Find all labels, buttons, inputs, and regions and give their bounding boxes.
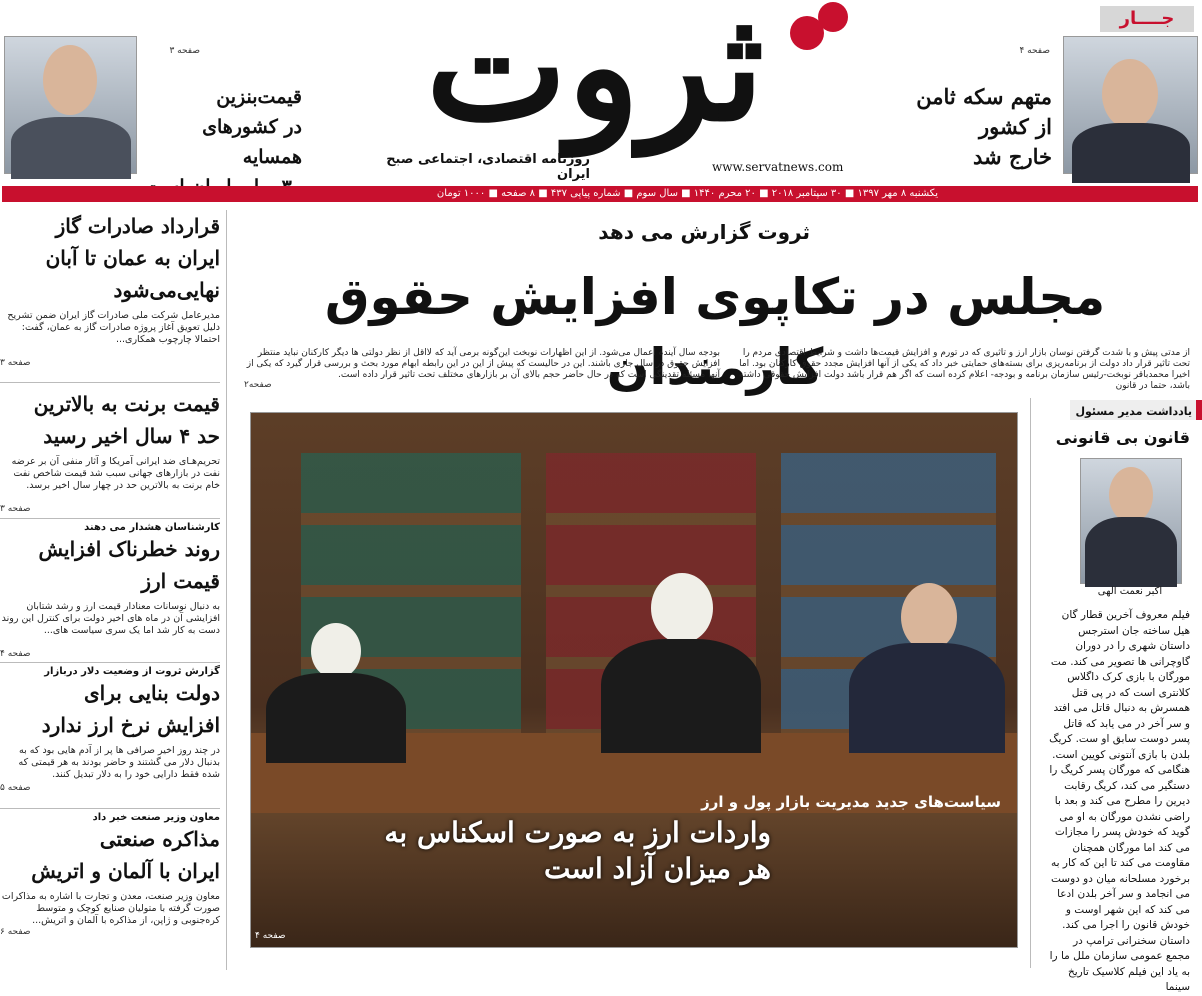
main-photo[interactable] — [250, 412, 1018, 948]
sidebar-page: صفحه ۴ — [0, 649, 31, 659]
masthead-subtitle: روزنامه اقتصادی، اجتماعی صبح ایران — [386, 152, 590, 182]
teaser-left-photo[interactable] — [4, 36, 137, 174]
sidebar-item[interactable] — [0, 666, 220, 806]
editorial-tag — [1070, 400, 1202, 420]
teaser-right-line: خارج شد — [972, 144, 1052, 169]
photo-kicker[interactable]: سیاست‌های جدید مدیریت بازار پول و ارز — [701, 793, 1001, 811]
editorial-title[interactable]: قانون بی قانونی — [1055, 428, 1190, 447]
lead-kicker[interactable]: ثروت گزارش می دهد — [598, 220, 810, 244]
sidebar-title-line: دولت بنایی برای — [84, 681, 220, 705]
lead-headline[interactable]: مجلس در تکاپوی افزایش حقوق کارمندان — [324, 268, 1106, 396]
sidebar-body: معاون وزیر صنعت، معدن و تجارت با اشاره به مذاکرات صورت گرفته با متولیان صنایع کوچک و متوسط کره‌جنوبی و ژاپن، از مذاکره با آلمان و اتریش... — [1, 891, 220, 926]
teaser-right-headline[interactable] — [900, 82, 1052, 172]
sidebar-page: صفحه ۳ — [0, 358, 31, 368]
portrait-body — [1072, 123, 1190, 183]
sidebar-kicker: گزارش ثروت از وضعیت دلار دربازار — [44, 666, 220, 677]
teaser-right-line: متهم سکه ثامن — [916, 84, 1052, 109]
sidebar-title-line: مذاکره صنعتی — [99, 827, 220, 851]
editorial-author: اکبر نعمت الهی — [1097, 586, 1163, 597]
badge: جــــار — [1100, 6, 1194, 32]
masthead-website[interactable]: www.servatnews.com — [712, 160, 844, 174]
person-right — [841, 583, 1011, 753]
sidebar-title — [0, 823, 220, 887]
photo-headline[interactable]: واردات ارز به صورت اسکناس به هر میزان آزاد است — [384, 816, 771, 885]
column-divider — [1030, 398, 1031, 968]
sidebar-item[interactable] — [0, 210, 220, 370]
sidebar-title-line: حد ۴ سال اخیر رسید — [43, 424, 220, 448]
lead-col2: بودجه سال آینده اعمال می‌شود. از این اظهارات نوبخت این‌گونه برمی آید که لااقل از نظر دولتی ها دیگر کارکنان نباید منتظر افزایش حقوق در سال جاری باشند. این در حالیست که پیش از این در این رابطه ابهام مورد بحث و بررسی قرار گیرد که یکی از آنها مسئله تقدینگی است که در حال حاضر حجم بالای آن بر بازارهای مختلف تحت تاثیر قرار داده است. — [246, 348, 720, 380]
teaser-right-photo[interactable] — [1063, 36, 1198, 174]
dateline-bar — [2, 186, 1198, 202]
sidebar-body: در چند روز اخیر صرافی ها پر از آدم هایی بود که به بدنبال دلار می گشتند و حاضر بودند به هر قیمتی که شده فقط دارایی خود را به دلار تبدیل کنند. — [18, 745, 220, 780]
teaser-left-line: قیمت‌بنزین — [216, 86, 302, 108]
sidebar-title-line: قیمت ارز — [141, 569, 220, 593]
sidebar-body: تحریم‌هـای ضد ایرانی آمریکا و آثار منفی آن بر عرضه نفت در بازارهای جهانی سبب شد قیمت شاخص نفت خام برنت به بالاترین حد در چهار سال اخیر برسد. — [11, 456, 220, 491]
sidebar-title — [0, 533, 220, 597]
editorial — [1040, 398, 1196, 993]
sidebar-item[interactable] — [0, 388, 220, 518]
portrait-head — [1102, 59, 1158, 129]
sidebar-title-line: افزایش نرخ ارز ندارد — [41, 713, 220, 737]
teaser-right-page: صفحه ۴ — [1019, 46, 1050, 56]
sidebar-title-line: قیمت برنت به بالاترین — [33, 392, 220, 416]
portrait-body — [11, 117, 131, 179]
logo-red-dot — [818, 2, 848, 32]
sidebar-page: صفحه ۵ — [0, 783, 31, 793]
sidebar-title-line: نهایی‌می‌شود — [113, 278, 220, 302]
sidebar — [0, 210, 220, 971]
lead-page: صفحه۲ — [244, 380, 272, 390]
teaser-left-headline[interactable] — [142, 82, 302, 202]
editorial-tag-text: یادداشت مدیر مسئول — [1075, 405, 1192, 418]
portrait-body — [1085, 517, 1177, 587]
sidebar-title-line: ایران به عمان تا آبان — [45, 246, 220, 270]
sidebar-title-line: قرارداد صادرات گاز — [55, 214, 220, 238]
photo-page: صفحه ۴ — [255, 931, 286, 941]
sidebar-kicker: معاون وزیر صنعت خبر داد — [92, 812, 220, 823]
sidebar-body: مدیرعامل شرکت ملی صادرات گاز ایران ضمن تشریح دلیل تعویق آغاز پروژه صادرات گاز به عمان، گفت: احتمالا چارچوب همکاری... — [7, 310, 220, 345]
masthead — [0, 0, 1200, 186]
portrait-head — [1109, 467, 1153, 523]
sidebar-body: به دنبال نوسانات معنادار قیمت ارز و رشد شتابان افزایشی آن در ماه های اخیر دولت برای کنترل این روند دست به کار شد اما یک سری سیاست های... — [1, 601, 220, 636]
portrait-head — [43, 45, 97, 115]
editorial-body: فیلم معروف آخرین قطار گان هیل ساخته جان استرجس داستان شهری را در دوران گاوچرانی ها تصویر می کند. مت مورگان با بازی کرک داگلاس کلانتری است که در پی قتل همسرش به دنبال قاتل می افتد و سر آخر در می یابد که قاتل پسر دوست سابق او ست. کریگ بلدن با بازی آنتونی کویین است. هنگامی که مورگان پسر کریگ را دستگیر می کند، کریگ رقابت دیرین را مطرح می کند و بعد با راضی نشدن مورگان به او می گوید که خودش پسر را مجازات می کند اما مورگان همچنان مقاومت می کند تا این که کار به برخورد مسلحانه میان دو دوست می انجامد و سر آخر بلدن ادعا می کند که این شهر اوست و خودش قانون را اجرا می کند. داستان سخنرانی ترامپ در مجمع عمومی سازمان ملل ما را به یاد این فیلم کلاسیک تاریخ سینما — [1049, 609, 1190, 993]
teaser-left-line: در کشورهای همسایه — [202, 116, 302, 168]
sidebar-kicker: کارشناسان هشدار می دهند — [84, 522, 220, 533]
logo-text: ثروت — [425, 0, 765, 155]
sidebar-title — [0, 677, 220, 741]
teaser-right-line: از کشور — [978, 114, 1052, 139]
sidebar-title-line: روند خطرناک افزایش — [38, 537, 220, 561]
dateline-text: یکشنبه ۸ مهر ۱۳۹۷ ■ ۳۰ سپتامبر ۲۰۱۸ ■ ۲۰ محرم ۱۴۴۰ ■ سال سوم ■ شماره پیاپی ۴۳۷ ■ ۸ صفحه ■ ۱۰۰۰ تومان — [436, 188, 938, 199]
column-divider — [226, 210, 227, 970]
person-left — [261, 623, 411, 763]
sidebar-page: صفحه ۶ — [0, 927, 31, 937]
sidebar-title-line: ایران با آلمان و اتریش — [31, 859, 220, 883]
sidebar-item[interactable] — [0, 522, 220, 662]
sidebar-title — [0, 210, 220, 306]
sidebar-item[interactable] — [0, 812, 220, 971]
editorial-author-photo — [1080, 458, 1182, 584]
sidebar-title — [0, 388, 220, 452]
logo[interactable] — [360, 0, 880, 164]
lead-col1: از مدتی پیش و با شدت گرفتن نوسان بازار ارز و تاثیری که در تورم و افزایش قیمت‌ها داشت و شرایط اقتصادی مردم را تحت تاثیر قرار داد دولت از برنامه‌ریزی برای بسته‌های حمایتی خبر داد که یکی از آنها افزایش مجدد حقوق کارکنان بود. اما اخیرا محمدباقر نوبخت-رئیس سازمان برنامه و بودجه- اعلام کرده است که اگر هم قرار باشد دولت افزایش حقوقی داشته باشد، حتما در قانون — [739, 348, 1190, 391]
sidebar-page: صفحه ۳ — [0, 504, 31, 514]
teaser-left-page: صفحه ۳ — [169, 46, 200, 56]
person-center — [591, 573, 771, 753]
